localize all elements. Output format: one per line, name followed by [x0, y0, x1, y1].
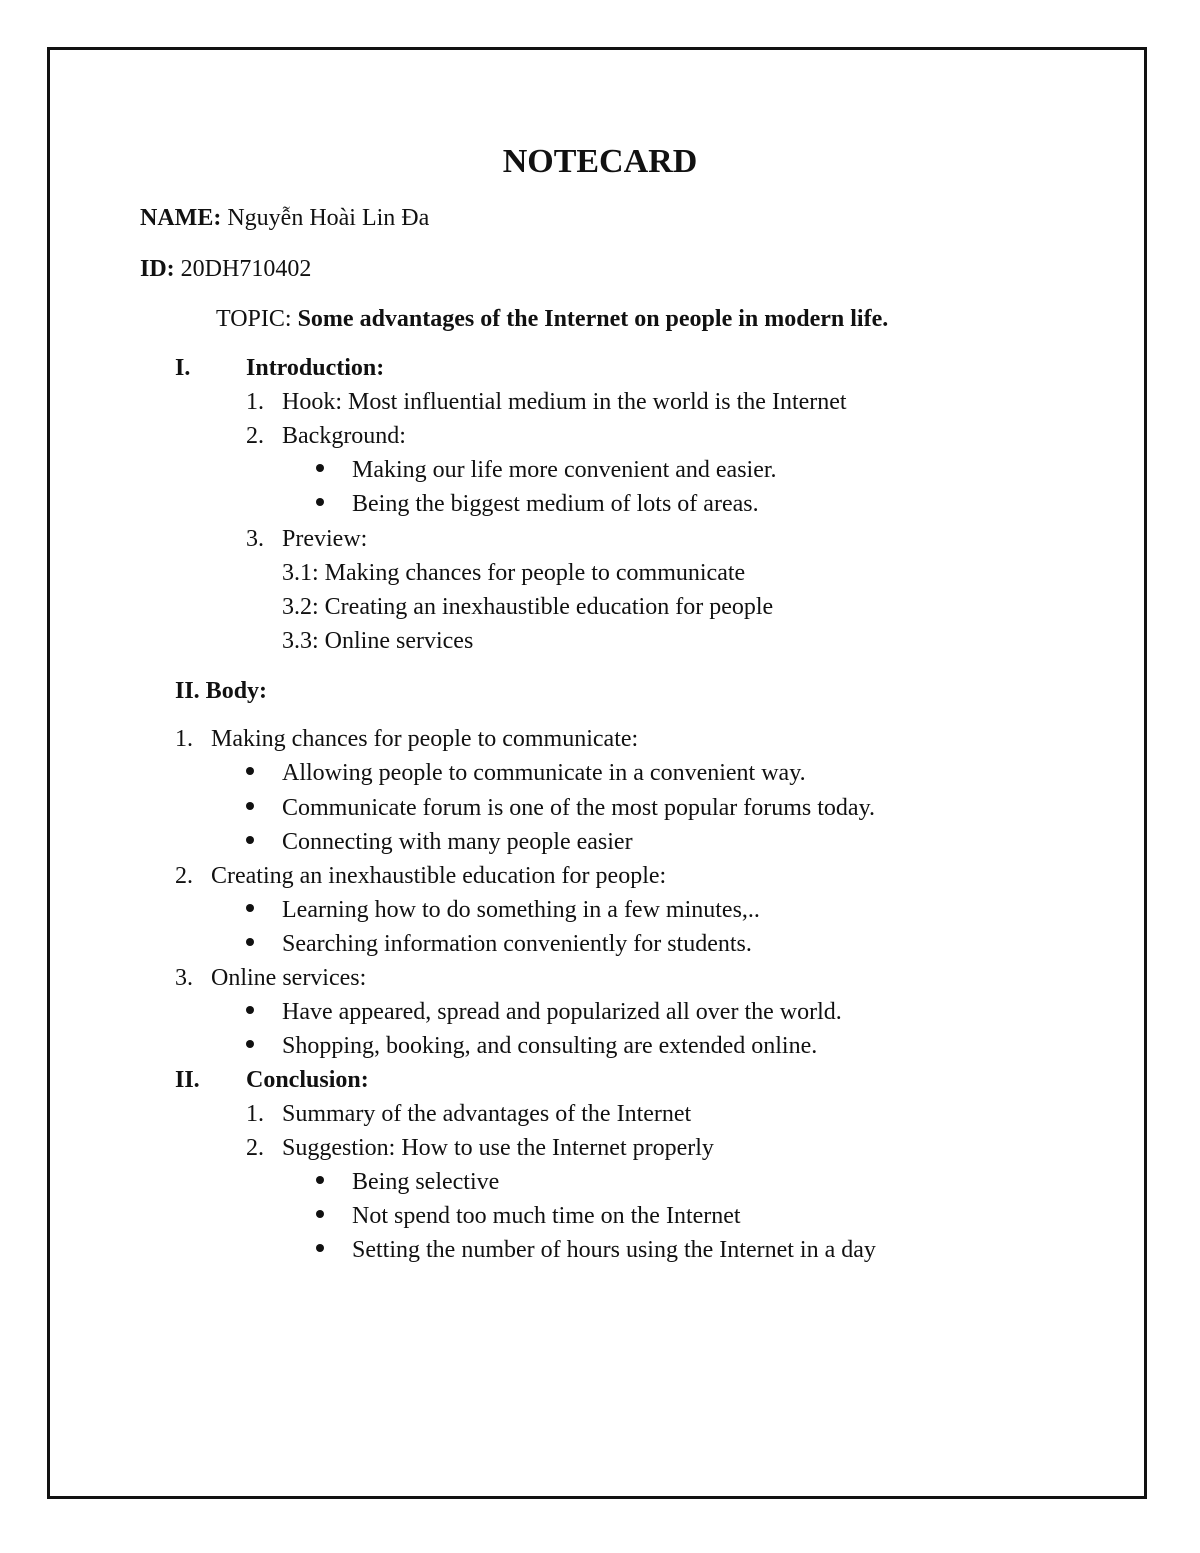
list-number: 2.: [175, 863, 193, 889]
bullet-item: Being the biggest medium of lots of areas.: [352, 491, 759, 517]
page-title: NOTECARD: [502, 143, 698, 180]
intro-heading: Introduction:: [246, 355, 385, 381]
bullet-icon: [246, 938, 254, 946]
list-number: 3.: [246, 526, 264, 552]
id-line: [140, 254, 311, 284]
list-item: Summary of the advantages of the Internet: [282, 1101, 692, 1127]
bullet-icon: [316, 498, 324, 506]
bullet-icon: [246, 1040, 254, 1048]
conclusion-numeral: II.: [175, 1067, 200, 1093]
bullet-item: Making our life more convenient and easier.: [352, 457, 777, 483]
intro-numeral: I.: [175, 355, 191, 381]
list-item: Creating an inexhaustible education for people:: [211, 863, 667, 889]
list-number: 1.: [246, 389, 264, 415]
bullet-icon: [246, 1006, 254, 1014]
list-item: Preview:: [282, 526, 368, 552]
bullet-item: Searching information conveniently for students.: [282, 931, 752, 957]
list-item: Making chances for people to communicate:: [211, 726, 639, 752]
list-number: 1.: [175, 726, 193, 752]
name-line: [140, 203, 429, 233]
bullet-item: Shopping, booking, and consulting are extended online.: [282, 1033, 818, 1059]
name-value: Nguyễn Hoài Lin Đa: [227, 205, 430, 231]
list-number: 3.: [175, 965, 193, 991]
preview-item: 3.2: Creating an inexhaustible education for people: [282, 594, 774, 620]
list-number: 2.: [246, 1135, 264, 1161]
list-item: Online services:: [211, 965, 367, 991]
bullet-item: Being selective: [352, 1169, 500, 1195]
conclusion-heading: Conclusion:: [246, 1067, 369, 1093]
bullet-icon: [246, 836, 254, 844]
bullet-icon: [316, 1176, 324, 1184]
bullet-icon: [246, 767, 254, 775]
bullet-item: Communicate forum is one of the most popular forums today.: [282, 795, 876, 821]
list-number: 1.: [246, 1101, 264, 1127]
bullet-item: Not spend too much time on the Internet: [352, 1203, 741, 1229]
id-label: ID:: [140, 256, 175, 282]
topic-label: TOPIC:: [216, 306, 292, 332]
list-number: 2.: [246, 423, 264, 449]
bullet-icon: [246, 802, 254, 810]
body-heading: II. Body:: [175, 678, 268, 704]
id-value: 20DH710402: [180, 256, 312, 282]
bullet-item: Setting the number of hours using the Internet in a day: [352, 1237, 876, 1263]
bullet-item: Allowing people to communicate in a convenient way.: [282, 760, 806, 786]
topic-line: [216, 304, 888, 334]
bullet-icon: [316, 1244, 324, 1252]
bullet-item: Have appeared, spread and popularized all over the world.: [282, 999, 842, 1025]
bullet-icon: [316, 464, 324, 472]
bullet-item: Connecting with many people easier: [282, 829, 633, 855]
bullet-icon: [246, 904, 254, 912]
list-item: Suggestion: How to use the Internet properly: [282, 1135, 714, 1161]
bullet-icon: [316, 1210, 324, 1218]
name-label: NAME:: [140, 205, 222, 231]
preview-item: 3.3: Online services: [282, 628, 474, 654]
preview-item: 3.1: Making chances for people to communicate: [282, 560, 746, 586]
list-item: Hook: Most influential medium in the world is the Internet: [282, 389, 847, 415]
list-item: Background:: [282, 423, 406, 449]
bullet-item: Learning how to do something in a few minutes,..: [282, 897, 760, 923]
topic-value: Some advantages of the Internet on people in modern life.: [297, 306, 889, 332]
